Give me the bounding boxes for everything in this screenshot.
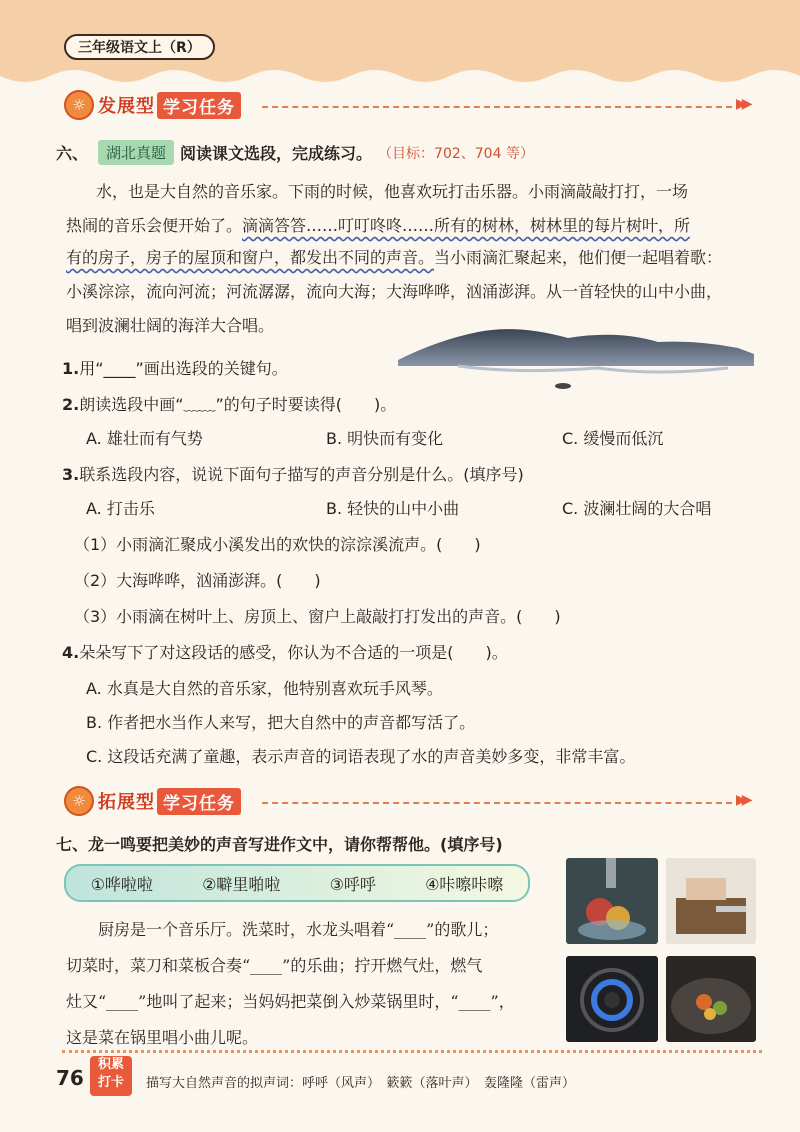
sound-word: ②噼里啪啦 xyxy=(202,874,281,894)
sound-word-bank xyxy=(64,864,530,902)
lightbulb-icon: ☼ xyxy=(64,786,94,816)
option: C. 缓慢而低沉 xyxy=(562,429,664,448)
sub-item: （1）小雨滴汇聚成小溪发出的欢快的淙淙溪流声。( ) xyxy=(74,535,481,554)
passage-segment: 当小雨滴汇聚起来，他们便一起唱着歌： xyxy=(434,248,723,267)
passage-line: 水，也是大自然的音乐家。下雨的时候，他喜欢玩打击乐器。小雨滴敲敲打打，一场 xyxy=(96,182,689,201)
question-text: 用“____”画出选段的关键句。 xyxy=(79,359,288,378)
option: B. 明快而有变化 xyxy=(326,429,444,448)
sound-word: ④咔嚓咔嚓 xyxy=(425,874,504,894)
section-heading-expand xyxy=(64,786,241,816)
sub-item: （3）小雨滴在树叶上、房顶上、窗户上敲敲打打发出的声音。( ) xyxy=(74,607,561,626)
option: A. 水真是大自然的音乐家，他特别喜欢玩手风琴。 xyxy=(86,679,443,698)
section-label-b: 学习任务 xyxy=(157,788,241,815)
sound-word: ③呼呼 xyxy=(329,874,376,894)
passage-line: 这是菜在锅里唱小曲儿呢。 xyxy=(66,1028,259,1047)
section-heading-develop xyxy=(64,90,241,120)
wavy-underlined-segment: 有的房子，房子的屋顶和窗户，都发出不同的声音。 xyxy=(66,248,435,267)
section-label-b: 学习任务 xyxy=(157,92,241,119)
passage-line xyxy=(66,248,722,268)
wavy-underlined-segment: 滴滴答答……叮叮咚咚……所有的树林，树林里的每片树叶，所 xyxy=(242,216,691,235)
badge-line: 打卡 xyxy=(97,1075,124,1090)
question-number: 六、 xyxy=(56,144,89,163)
dashed-divider xyxy=(262,802,732,804)
double-arrow-icon: ▶▶ xyxy=(736,96,748,112)
washing-vegetables-photo xyxy=(566,858,658,944)
footer-divider xyxy=(62,1050,762,1053)
passage-line: 厨房是一个音乐厅。洗菜时，水龙头唱着“____”的歌儿； xyxy=(98,920,499,939)
book-label: 三年级语文上（R） xyxy=(64,34,215,60)
sub-item: （2）大海哗哗，汹涌澎湃。( ) xyxy=(74,571,321,590)
question-instruction: 阅读课文选段，完成练习。 xyxy=(180,144,373,163)
option: C. 波澜壮阔的大合唱 xyxy=(562,499,712,518)
passage-line: 小溪淙淙，流向河流；河流潺潺，流向大海；大海哗哗，汹涌澎湃。从一首轻快的山中小曲， xyxy=(66,282,723,301)
gas-stove-photo xyxy=(566,956,658,1042)
lightbulb-icon: ☼ xyxy=(64,90,94,120)
question-7-title: 七、龙一鸣要把美妙的声音写进作文中，请你帮帮他。(填序号) xyxy=(56,835,503,854)
passage-line: 灶又“____”地叫了起来；当妈妈把菜倒入炒菜锅里时，“____”， xyxy=(66,992,515,1011)
option: B. 轻快的山中小曲 xyxy=(326,499,460,518)
question-1 xyxy=(62,356,288,379)
ink-landscape-painting xyxy=(398,320,754,400)
question-number: 2. xyxy=(62,395,80,414)
badge-line: 积累 xyxy=(97,1057,124,1072)
question-text: 联系选段内容，说说下面句子描写的声音分别是什么。(填序号) xyxy=(79,465,524,484)
question-4 xyxy=(62,640,508,663)
question-goal: （目标：702、704 等） xyxy=(378,145,534,162)
passage-line: 唱到波澜壮阔的海洋大合唱。 xyxy=(66,316,275,335)
section-label-a: 发展型 xyxy=(98,96,155,117)
question-text: 朵朵写下了对这段话的感受，你认为不合适的一项是( )。 xyxy=(79,643,508,662)
question-number: 1. xyxy=(62,359,80,378)
double-arrow-icon: ▶▶ xyxy=(736,792,748,808)
stir-fry-photo xyxy=(666,956,756,1042)
passage-line: 切菜时，菜刀和菜板合奏“____”的乐曲；拧开燃气灶，燃气 xyxy=(66,956,483,975)
sound-word: ①哗啦啦 xyxy=(90,874,153,894)
question-number: 3. xyxy=(62,465,80,484)
dashed-divider xyxy=(262,106,732,108)
page-number: 76 xyxy=(56,1066,84,1090)
exam-badge: 湖北真题 xyxy=(98,140,174,165)
section-label-a: 拓展型 xyxy=(98,792,155,813)
option: C. 这段话充满了童趣，表示声音的词语表现了水的声音美妙多变，非常丰富。 xyxy=(86,747,636,766)
passage-line xyxy=(66,216,690,236)
cutting-vegetables-photo xyxy=(666,858,756,944)
question-3 xyxy=(62,462,524,485)
question-text: 朗读选段中画“﹏﹏”的句子时要读得( )。 xyxy=(79,395,397,414)
option: A. 雄壮而有气势 xyxy=(86,429,203,448)
question-number: 4. xyxy=(62,643,80,662)
question-6-header xyxy=(56,140,534,165)
option: B. 作者把水当作人来写，把大自然中的声音都写活了。 xyxy=(86,713,476,732)
passage-segment: 热闹的音乐会便开始了。 xyxy=(66,216,243,235)
option: A. 打击乐 xyxy=(86,499,155,518)
accumulate-badge xyxy=(90,1056,132,1096)
footer-note: 描写大自然声音的拟声词：呼呼（风声） 簌簌（落叶声） 轰隆隆（雷声） xyxy=(146,1076,576,1091)
question-2 xyxy=(62,392,396,415)
